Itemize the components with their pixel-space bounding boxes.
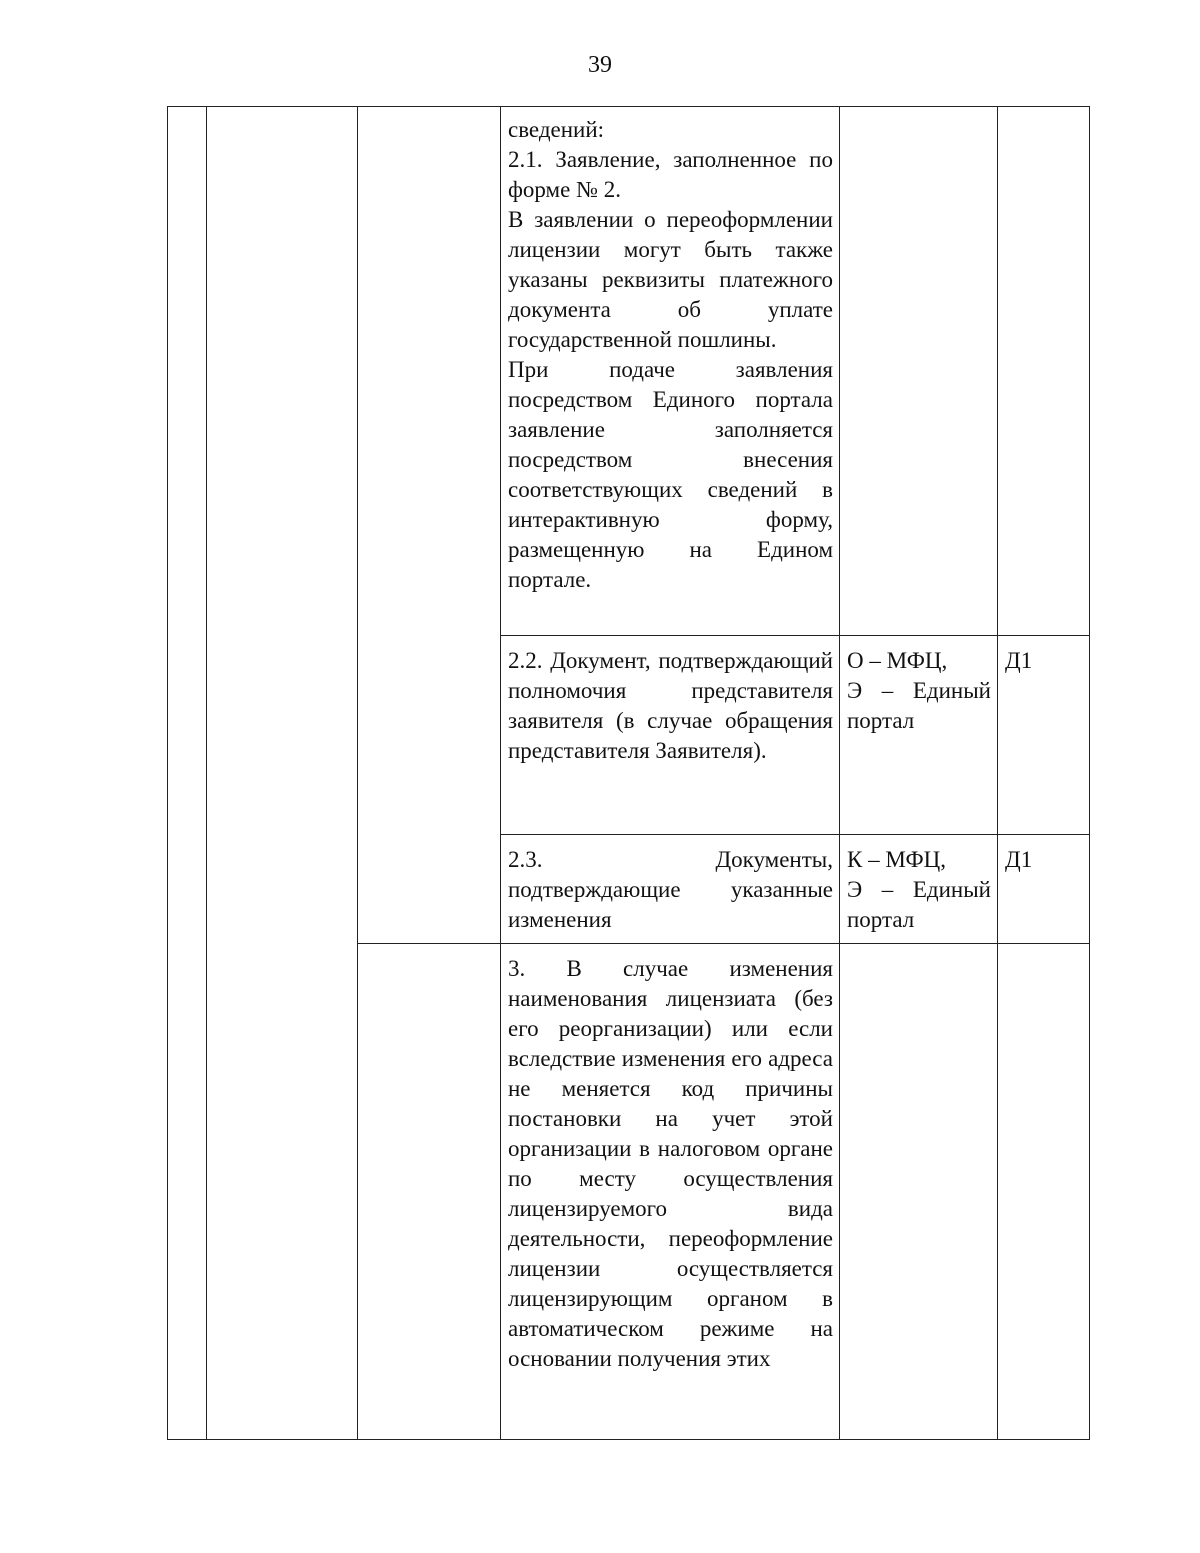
channel-line: Э – Единый портал [847, 877, 991, 932]
table-cell-document [501, 944, 840, 1440]
document-text [501, 636, 839, 774]
document-text [501, 107, 839, 603]
paragraph: сведений: [508, 117, 605, 142]
paragraph: При подаче заявления посредством Единого портала заявление заполняется посредством внесения соответствующих сведений в интерактивную форму, размещенную на Едином портале. [508, 357, 833, 592]
table-cell-code [998, 835, 1090, 944]
code-text: Д1 [1005, 648, 1033, 673]
paragraph: 2.1. Заявление, заполненное по форме № 2. [508, 147, 833, 202]
paragraph: 2.2. Документ, подтверждающий полномочия представителя заявителя (в случае обращения представителя Заявителя). [508, 648, 833, 763]
document-table [167, 106, 1090, 1440]
table-cell-document [501, 107, 840, 636]
channel-line: Э – Единый портал [847, 678, 991, 733]
table-cell-col2 [207, 107, 358, 1440]
table-cell-code [998, 107, 1090, 636]
document-text [501, 835, 839, 943]
page-number: 39 [588, 52, 612, 78]
table-row [168, 107, 1090, 636]
channel-text [840, 636, 997, 744]
table-cell-document [501, 835, 840, 944]
table-cell-col1 [168, 107, 207, 1440]
table-cell-channel [840, 107, 998, 636]
table-cell-channel [840, 835, 998, 944]
channel-line: О – МФЦ, [847, 648, 948, 673]
paragraph: В заявлении о переоформлении лицензии могут быть также указаны реквизиты платежного документа об уплате государственной пошлины. [508, 207, 833, 352]
code-text: Д1 [1005, 847, 1033, 872]
paragraph: 3. В случае изменения наименования лицензиата (без его реорганизации) или если вследствие изменения его адреса не меняется код причины постановки на учет этой организации в налоговом органе по месту осуществления лицензируемого вида деятельности, переоформление лицензии осуществляется лицензирующим органом в автоматическом режиме на основании получения этих [508, 956, 833, 1371]
table-cell-code [998, 944, 1090, 1440]
channel-line: К – МФЦ, [847, 847, 947, 872]
table-cell-col3 [358, 107, 501, 944]
paragraph: 2.3. Документы, подтверждающие указанные изменения [508, 847, 833, 932]
table-cell-channel [840, 636, 998, 835]
channel-text [840, 835, 997, 943]
table-cell-document [501, 636, 840, 835]
document-text [501, 944, 839, 1382]
table-cell-channel [840, 944, 998, 1440]
table-cell-code [998, 636, 1090, 835]
table-cell-col3 [358, 944, 501, 1440]
